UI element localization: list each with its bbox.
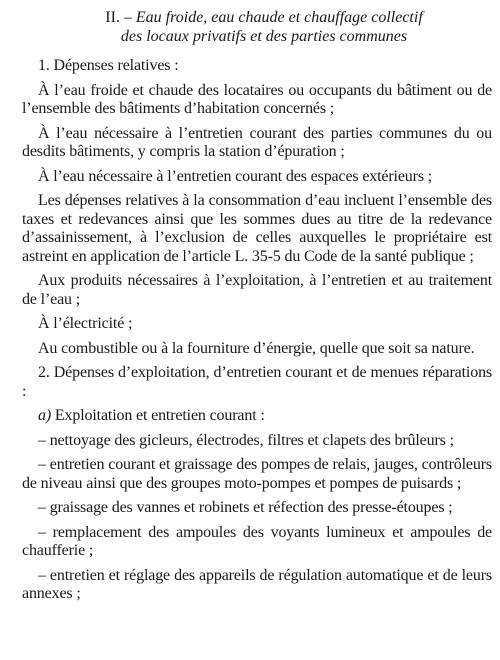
paragraph (22, 456, 492, 493)
section-title-line-1: Eau froide, eau chaude et chauffage collectif (135, 9, 423, 26)
paragraph (22, 407, 492, 426)
body-text (22, 57, 492, 604)
paragraph (22, 499, 492, 518)
paragraph (22, 364, 492, 401)
paragraph-text: À l’eau nécessaire à l’entretien courant des parties communes du ou desdits bâtiments, y compris la station d’épuration ; (22, 124, 492, 160)
paragraph (22, 315, 492, 334)
paragraph-text: – graissage des vannes et robinets et réfection des presse-étoupes ; (38, 499, 453, 516)
paragraph-text: – entretien courant et graissage des pompes de relais, jauges, contrôleurs de niveau ainsi que des groupes moto-pompes et pompes de puisards ; (22, 456, 492, 492)
paragraph-text: Au combustible ou à la fourniture d’énergie, quelle que soit sa nature. (38, 339, 475, 357)
section-number: II. – (105, 9, 132, 26)
paragraph-text: Les dépenses relatives à la consommation d’eau incluent l’ensemble des taxes et redevances ainsi que les sommes dues au titre de la redevance d’assainissement, à l’exclusion de celles auxquelles le propriétaire est astreint en application de l’article L. 35-5 du Code de la santé publique ; (22, 192, 492, 265)
section-heading-line-1 (36, 8, 492, 27)
section-title-line-2: des locaux privatifs et des parties communes (120, 28, 408, 45)
document-page (22, 8, 492, 610)
paragraph (22, 82, 492, 119)
paragraph-text: 2. Dépenses d’exploitation, d’entretien courant et de menues réparations : (22, 364, 492, 400)
paragraph (22, 432, 492, 451)
paragraph (22, 57, 492, 76)
paragraph-text: Exploitation et entretien courant : (51, 407, 265, 424)
paragraph-text: Aux produits nécessaires à l’exploitation, à l’entretien et au traitement de l’eau ; (22, 272, 492, 308)
paragraph (22, 125, 492, 162)
paragraph-text: – remplacement des ampoules des voyants lumineux et ampoules de chaufferie ; (22, 523, 492, 559)
paragraph-text: 1. Dépenses relatives : (38, 57, 179, 74)
paragraph (22, 567, 492, 604)
paragraph (22, 340, 492, 359)
paragraph (22, 168, 492, 187)
paragraph-text: À l’électricité ; (38, 315, 133, 332)
section-heading (22, 8, 492, 46)
list-marker: a) (38, 407, 52, 424)
paragraph-text: – nettoyage des gicleurs, électrodes, filtres et clapets des brûleurs ; (38, 431, 454, 449)
paragraph-text: À l’eau froide et chaude des locataires ou occupants du bâtiment ou de l’ensemble des bâtiments d’habitation concernés ; (22, 81, 492, 117)
paragraph (22, 192, 492, 266)
paragraph (22, 524, 492, 561)
paragraph (22, 272, 492, 309)
paragraph-text: – entretien et réglage des appareils de régulation automatique et de leurs annexes ; (22, 566, 492, 602)
paragraph-text: À l’eau nécessaire à l’entretien courant des espaces extérieurs ; (38, 167, 433, 185)
